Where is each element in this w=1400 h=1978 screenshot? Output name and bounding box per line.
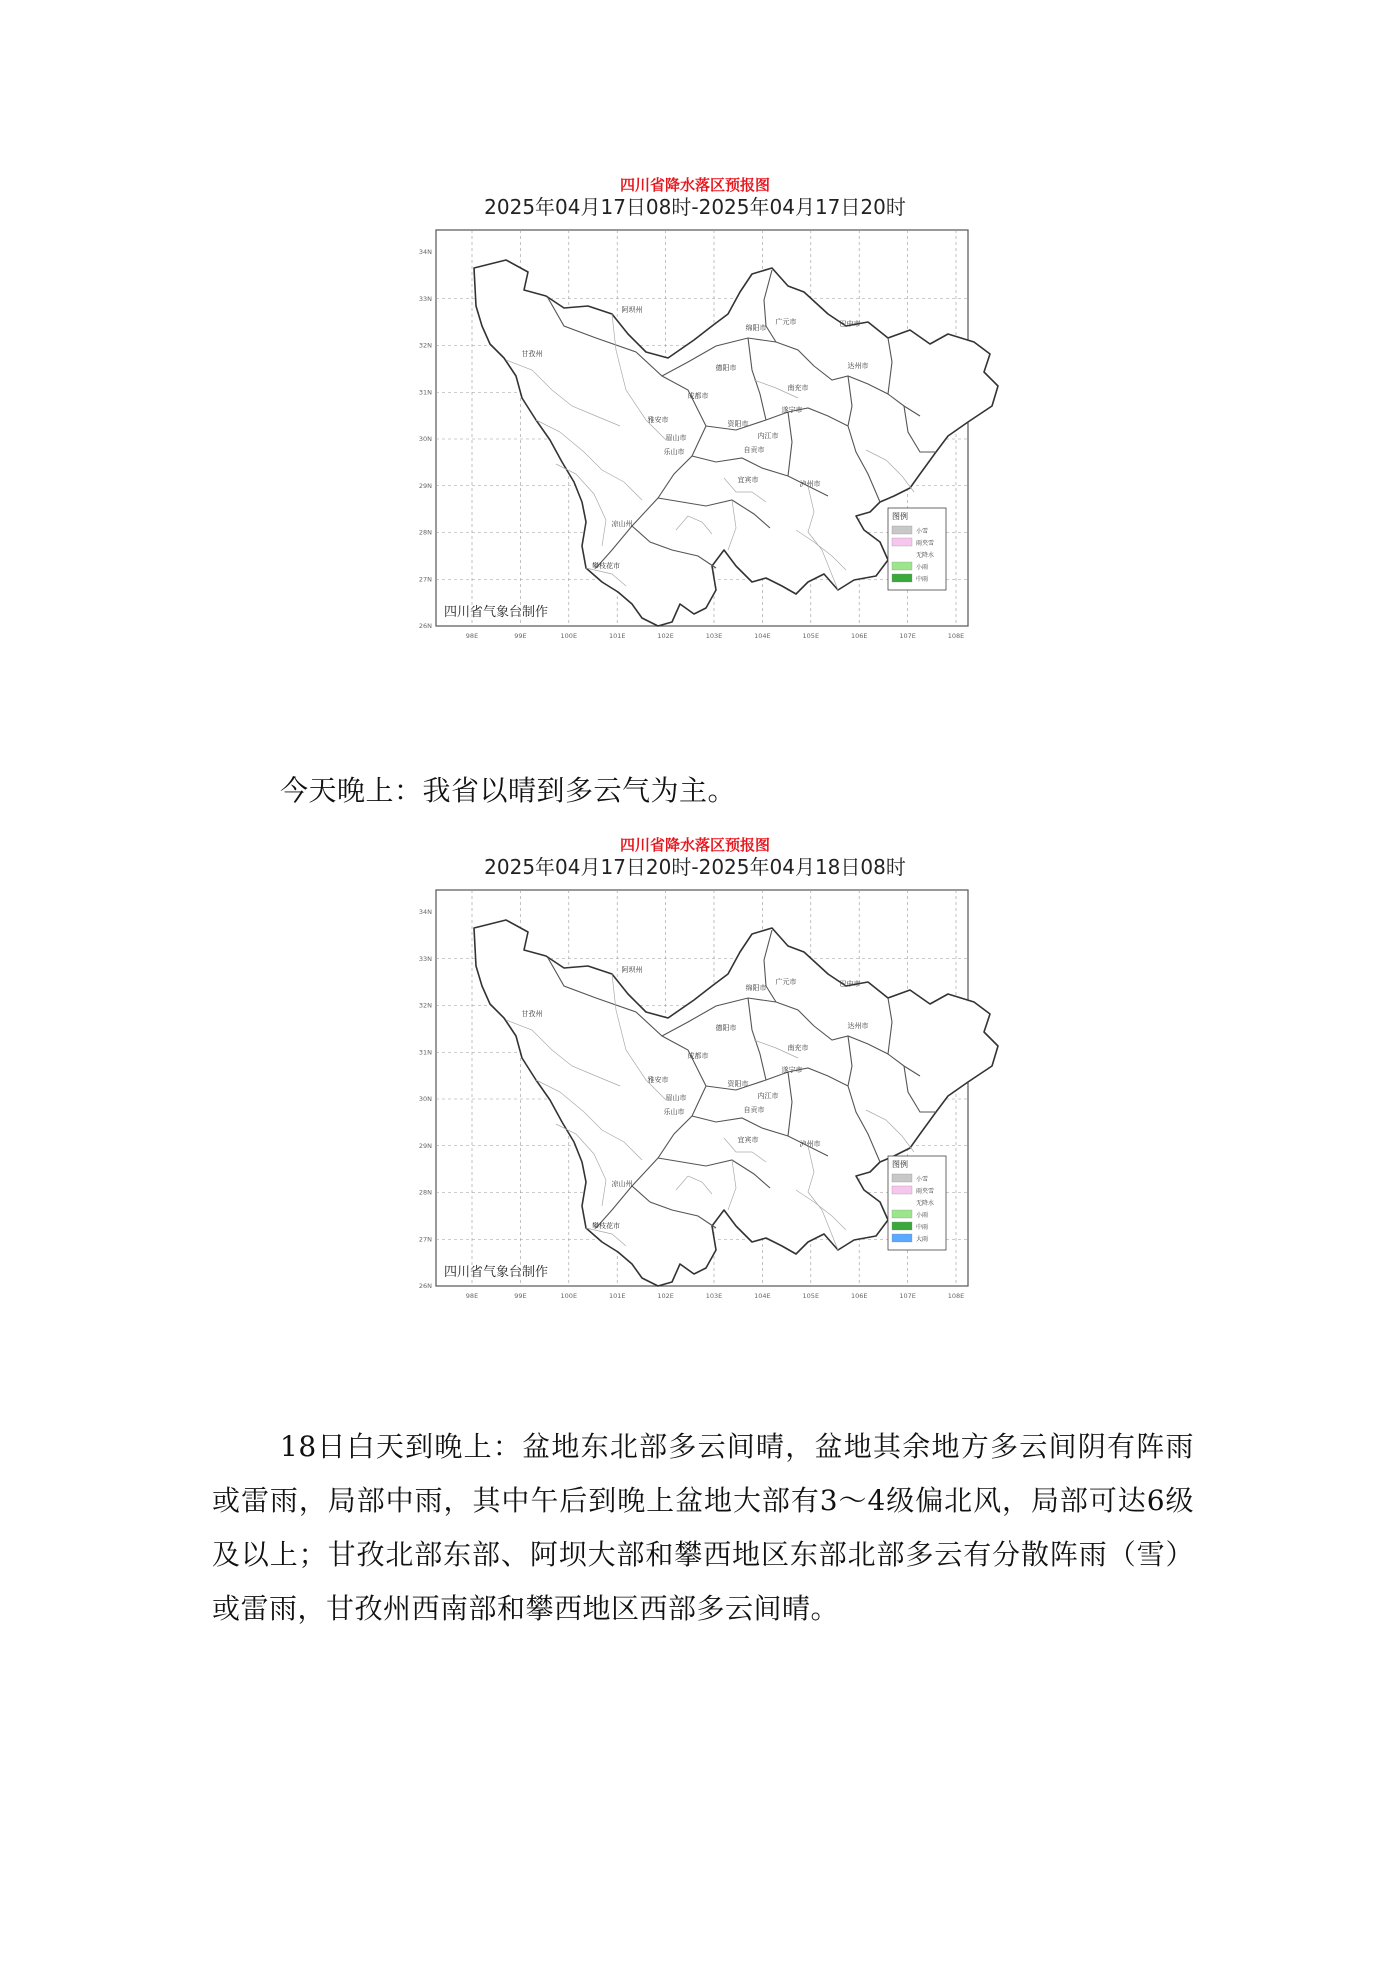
city-label: 攀枝花市 [592,562,620,570]
city-label: 眉山市 [665,1094,687,1102]
city-label: 泸州市 [799,1140,821,1148]
map-subtitle: 2025年04月17日20时-2025年04月18日08时 [484,855,906,879]
lat-tick-label: 30N [418,1095,432,1103]
city-label: 达州市 [847,1022,869,1030]
legend-swatch [892,1222,912,1230]
lon-tick-label: 108E [947,632,965,640]
lat-tick-label: 29N [418,1141,432,1150]
city-label: 内江市 [757,1092,779,1100]
legend-swatch [892,1174,912,1182]
lat-tick-label: 32N [418,341,432,350]
lon-tick-label: 107E [899,1292,916,1300]
legend-label: 小雨 [916,564,929,571]
map-title: 四川省降水落区预报图 [619,176,771,194]
legend-label: 中雨 [916,1224,929,1231]
legend-label: 小雨 [916,1212,929,1219]
lon-tick-label: 98E [465,632,479,640]
legend [888,1156,946,1250]
lon-tick-label: 108E [947,1292,965,1300]
lon-tick-label: 98E [465,1292,479,1300]
city-label: 遂宁市 [781,1066,803,1074]
map-subtitle: 2025年04月17日08时-2025年04月17日20时 [484,195,906,219]
precip-forecast-map-1 [350,170,1040,770]
city-label: 巴中市 [839,980,861,988]
lon-tick-label: 103E [705,1292,723,1300]
lat-tick-label: 26N [418,622,432,630]
legend-swatch [892,1198,912,1206]
city-label: 眉山市 [665,434,687,442]
city-label: 自贡市 [743,1106,765,1114]
city-label: 绵阳市 [745,324,767,332]
city-label: 南充市 [787,384,809,392]
city-label: 巴中市 [839,320,861,328]
city-label: 资阳市 [727,1080,749,1088]
city-label: 南充市 [787,1044,809,1052]
city-label: 阿坝州 [621,966,643,974]
city-label: 阿坝州 [621,306,643,314]
city-label: 遂宁市 [781,406,803,414]
lat-tick-label: 27N [418,575,432,584]
lat-tick-label: 33N [418,954,432,963]
day18-forecast-text: 18日白天到晚上：盆地东北部多云间晴，盆地其余地方多云间阴有阵雨或雷雨，局部中雨，其中午后到晚上盆地大部有3～4级偏北风，局部可达6级及以上；甘孜北部东部、阿坝大部和攀西地区东部北部多云有分散阵雨（雪）或雷雨，甘孜州西南部和攀西地区西部多云间晴。 [212,1430,1194,1625]
legend [888,508,946,590]
city-label: 宜宾市 [737,1136,759,1144]
map-title: 四川省降水落区预报图 [619,836,771,854]
legend-swatch [892,1210,912,1218]
legend-label: 无降水 [916,1200,935,1207]
city-label: 雅安市 [647,1076,669,1084]
legend-title: 图例 [892,512,908,521]
city-label: 成都市 [687,1052,709,1060]
city-label: 凉山州 [611,1180,633,1188]
city-label: 甘孜州 [521,1010,543,1018]
credit-label: 四川省气象台制作 [444,605,549,620]
legend-title: 图例 [892,1160,908,1169]
legend-swatch [892,574,912,582]
lat-tick-label: 34N [418,908,432,916]
lat-tick-label: 27N [418,1235,432,1244]
lon-tick-label: 100E [560,1292,578,1300]
lat-tick-label: 30N [418,435,432,443]
city-label: 广元市 [775,318,797,326]
lon-tick-label: 104E [754,1292,771,1300]
lon-tick-label: 99E [514,632,527,640]
city-label: 成都市 [687,392,709,400]
legend-label: 小雪 [916,528,929,535]
legend-swatch [892,538,912,546]
legend-label: 中雨 [916,576,929,583]
map-layer [419,176,998,640]
lon-tick-label: 102E [657,632,674,640]
city-label: 资阳市 [727,420,749,428]
lat-tick-label: 28N [418,528,432,537]
lat-tick-label: 26N [418,1282,432,1290]
precip-forecast-map-2 [350,830,1040,1430]
map-svg-1 [350,170,1040,770]
lat-tick-label: 31N [418,1048,432,1057]
lat-tick-label: 34N [418,248,432,256]
legend-swatch [892,1186,912,1194]
legend-swatch [892,526,912,534]
city-label: 攀枝花市 [592,1222,620,1230]
lon-tick-label: 101E [608,1292,626,1300]
city-label: 乐山市 [663,1108,685,1116]
credit-label: 四川省气象台制作 [444,1265,549,1280]
city-label: 泸州市 [799,480,821,488]
city-label: 绵阳市 [745,984,767,992]
legend-label: 大雨 [916,1236,929,1243]
lon-tick-label: 106E [850,1292,868,1300]
lon-tick-label: 107E [899,632,916,640]
city-label: 达州市 [847,362,869,370]
legend-swatch [892,1234,912,1242]
city-label: 宜宾市 [737,476,759,484]
lon-tick-label: 105E [802,632,820,640]
city-label: 凉山州 [611,520,633,528]
city-label: 自贡市 [743,446,765,454]
lat-tick-label: 31N [418,388,432,397]
city-label: 德阳市 [715,364,737,372]
lon-tick-label: 106E [850,632,868,640]
lon-tick-label: 102E [657,1292,674,1300]
city-label: 乐山市 [663,448,685,456]
tonight-forecast-text: 今天晚上：我省以晴到多云气为主。 [280,774,737,807]
lon-tick-label: 105E [802,1292,820,1300]
lat-tick-label: 29N [418,481,432,490]
city-label: 德阳市 [715,1024,737,1032]
lat-tick-label: 28N [418,1188,432,1197]
lon-tick-label: 101E [608,632,626,640]
lon-tick-label: 99E [514,1292,527,1300]
city-label: 内江市 [757,432,779,440]
lon-tick-label: 104E [754,632,771,640]
city-label: 广元市 [775,978,797,986]
lat-tick-label: 32N [418,1001,432,1010]
lon-tick-label: 100E [560,632,578,640]
lon-tick-label: 103E [705,632,723,640]
legend-label: 雨夹雪 [916,540,935,547]
map-layer [419,836,998,1300]
legend-label: 无降水 [916,552,935,559]
legend-label: 雨夹雪 [916,1188,935,1195]
legend-swatch [892,562,912,570]
lat-tick-label: 33N [418,294,432,303]
legend-label: 小雪 [916,1176,929,1183]
city-label: 雅安市 [647,416,669,424]
city-label: 甘孜州 [521,350,543,358]
legend-swatch [892,550,912,558]
map-svg-2 [350,830,1040,1430]
